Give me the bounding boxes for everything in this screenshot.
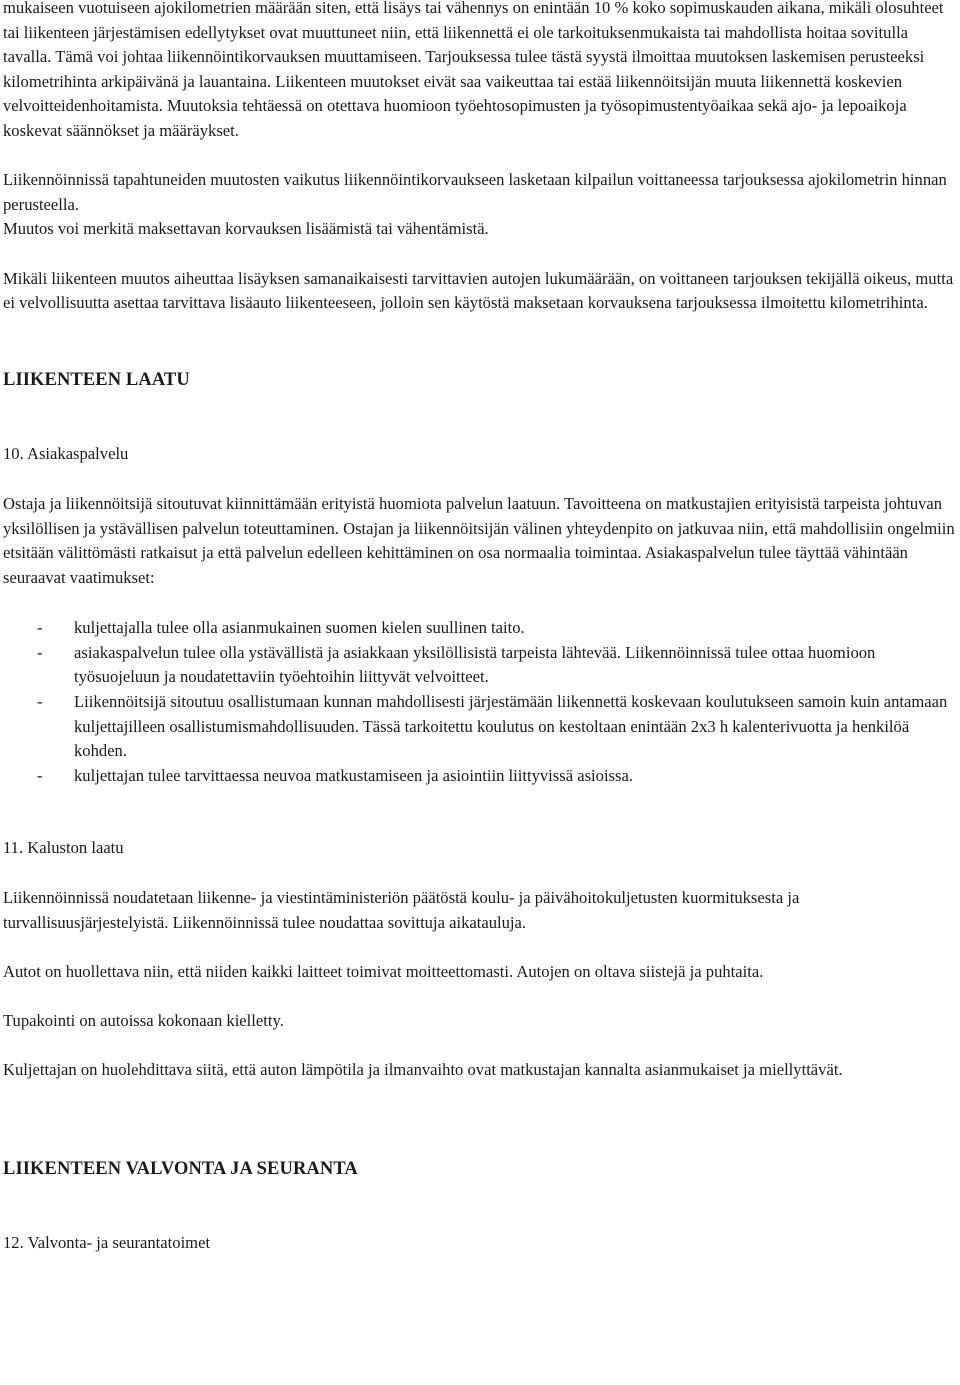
intro-paragraph-2b: Muutos voi merkitä maksettavan korvauksen lisäämistä tai vähentämistä. xyxy=(3,219,489,239)
section-11-paragraph-2: Autot on huollettava niin, että niiden kaikki laitteet toimivat moitteettomasti. Autojen on oltava siistejä ja puhtaita. xyxy=(3,961,764,981)
list-item xyxy=(3,764,957,789)
section-11-paragraph-4: Kuljettajan on huolehdittava siitä, että auton lämpötila ja ilmanvaihto ovat matkustajan kannalta asianmukaiset ja miellyttävät. xyxy=(3,1060,843,1080)
section-heading-monitoring: LIIKENTEEN VALVONTA JA SEURANTA xyxy=(3,1158,358,1179)
intro-paragraph-3: Mikäli liikenteen muutos aiheuttaa lisäyksen samanaikaisesti tarvittavien autojen lukumäärään, on voittaneen tarjouksen tekijällä oikeus, mutta ei velvollisuutta asettaa tarvittava lisäauto liikenteeseen, jolloin sen käytöstä maksetaan korvauksena tarjouksessa ilmoitettu kilometrihinta. xyxy=(3,268,954,313)
list-item xyxy=(3,641,957,690)
bullet-dash: - xyxy=(37,642,43,662)
section-heading-quality: LIIKENTEEN LAATU xyxy=(3,369,190,390)
section-11-paragraph-1: Liikennöinnissä noudatetaan liikenne- ja viestintäministeriön päätöstä koulu- ja päivähoitokuljetusten kuormituksesta ja turvallisuusjärjestelyistä. Liikennöinnissä tulee noudattaa sovittuja aikatauluja. xyxy=(3,888,800,932)
section-10-title: 10. Asiakaspalvelu xyxy=(3,444,129,464)
requirements-list xyxy=(3,616,957,788)
list-item-text: kuljettajalla tulee olla asianmukainen suomen kielen suullinen taito. xyxy=(74,618,525,638)
document-page xyxy=(3,0,957,1256)
list-item xyxy=(3,616,957,641)
list-item-text: Liikennöitsijä sitoutuu osallistumaan kunnan mahdollisesti järjestämään liikennettä koskevaan koulutukseen samoin kuin antamaan kuljettajilleen osallistumismahdollisuuden. Tässä tarkoitettu koulutus on kestoltaan enintään 2x3 h kalenterivuotta ja henkilöä kohden. xyxy=(74,692,948,761)
section-10-paragraph: Ostaja ja liikennöitsijä sitoutuvat kiinnittämään erityistä huomiota palvelun laatuun. Tavoitteena on matkustajien erityisistä tarpeista johtuvan yksilöllisen ja ystävällisen palvelun toteuttaminen. Ostajan ja liikennöitsijän välinen yhteydenpito on jatkuvaa niin, että mahdollisiin ongelmiin etsitään välittömästi ratkaisut ja että palvelun edelleen kehittäminen on osa normaalia toimintaa. Asiakaspalvelun tulee täyttää vähintään seuraavat vaatimukset: xyxy=(3,493,955,587)
section-11-paragraph-3: Tupakointi on autoissa kokonaan kielletty. xyxy=(3,1011,284,1030)
section-11-title: 11. Kaluston laatu xyxy=(3,838,124,858)
section-12-title: 12. Valvonta- ja seurantatoimet xyxy=(3,1233,211,1253)
intro-paragraph-2a: Liikennöinnissä tapahtuneiden muutosten vaikutus liikennöintikorvaukseen lasketaan kilpailun voittaneessa tarjouksessa ajokilometrin hinnan perusteella. xyxy=(3,170,947,214)
intro-paragraph-1: mukaiseen vuotuiseen ajokilometrien määrään siten, että lisäys tai vähennys on enintään 10 % koko sopimuskauden aikana, mikäli olosuhteet tai liikenteen järjestämisen edellytykset ovat muuttuneet niin, että liikennettä ei ole tarkoituksenmukaista tai mahdollista hoitaa sovitulla tavalla. Tämä voi johtaa liikennöintikorvauksen muuttamiseen. Tarjouksessa tulee tästä syystä ilmoittaa muutoksen laskemisen perusteeksi kilometrihinta arkipäivänä ja lauantaina. Liikenteen muutokset eivät saa vaikeuttaa tai estää liikennöitsijän muuta liikennettä koskevien velvoitteidenhoitamista. Muutoksia tehtäessä on otettava huomioon työehtosopimusten ja työsopimustentyöaikaa sekä ajo- ja lepoaikoja koskevat säännökset ja määräykset. xyxy=(3,0,944,140)
list-item-text: kuljettajan tulee tarvittaessa neuvoa matkustamiseen ja asiointiin liittyvissä asioissa. xyxy=(74,765,633,785)
bullet-dash: - xyxy=(37,765,43,785)
list-item xyxy=(3,690,957,764)
bullet-dash: - xyxy=(37,692,43,712)
list-item-text: asiakaspalvelun tulee olla ystävällistä ja asiakkaan yksilöllisistä tarpeista lähtevää. Liikennöinnissä tulee ottaa huomioon työsuojeluun ja noudatettaviin työehtoihin liittyvät velvoitteet. xyxy=(74,642,876,687)
bullet-dash: - xyxy=(37,618,43,638)
